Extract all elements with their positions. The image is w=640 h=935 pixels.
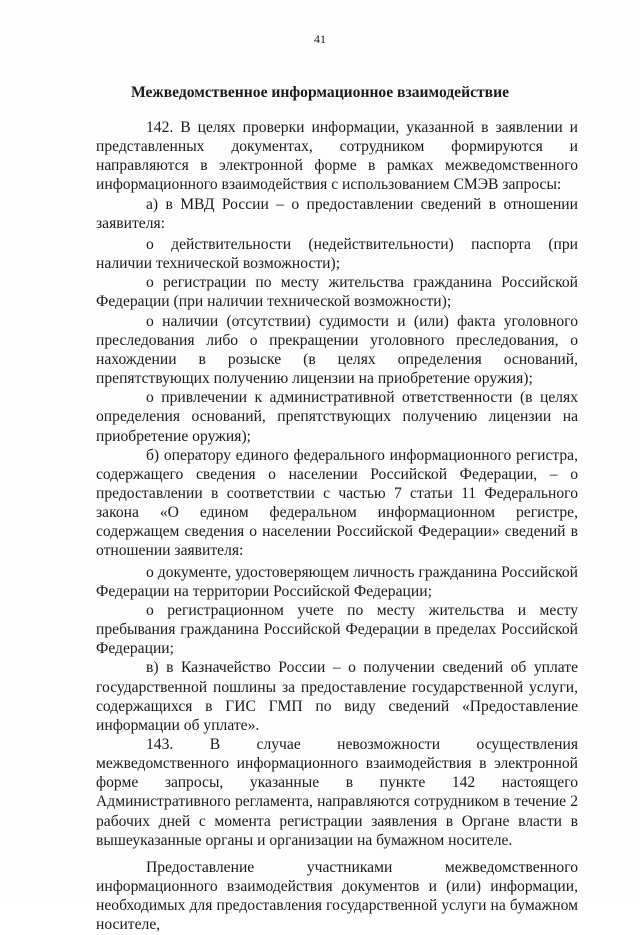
page-number: 41 xyxy=(314,32,326,46)
paragraph-142-b-identity-document: о документе, удостоверяющем личность гражданина Российской Федерации на территории Российской Федерации; xyxy=(96,563,578,600)
paragraph-142: 142. В целях проверки информации, указанной в заявлении и представленных документах, сотрудником формируются и направляются в электронной форме в рамках межведомственного информационного взаимодействия с использованием СМЭВ запросы: xyxy=(96,119,578,194)
paragraph-142-a-criminal-record: о наличии (отсутствии) судимости и (или) факта уголовного преследования либо о прекращении уголовного преследования, о нахождении в розыске (в целях определения оснований, препятствующих получению лицензии на приобретение оружия); xyxy=(96,312,578,388)
paragraph-142-b: б) оператору единого федерального информационного регистра, содержащего сведения о населении Российской Федерации, – о предоставлении в соответствии с частью 7 статьи 11 Федерального закона «О едином федеральном информационном регистре, содержащем сведения о населении Российской Федерации» сведений в отношении заявителя: xyxy=(96,446,578,560)
paragraph-142-a-registration: о регистрации по месту жительства гражданина Российской Федерации (при наличии технической возможности); xyxy=(96,274,578,311)
document-body xyxy=(96,118,578,935)
section-title: Межведомственное информационное взаимодействие xyxy=(131,84,509,101)
paragraph-143: 143. В случае невозможности осуществления межведомственного информационного взаимодействия в электронной форме запросы, указанные в пункте 142 настоящего Административного регламента, направляются сотрудником в течение 2 рабочих дней с момента регистрации заявления в Органе власти в вышеуказанные органы и организации на бумажном носителе. xyxy=(96,736,578,849)
paragraph-142-v: в) в Казначейство России – о получении сведений об уплате государственной пошлины за предоставление государственной услуги, содержащихся в ГИС ГМП по виду сведений «Предоставление информации об уплате». xyxy=(96,659,578,734)
paragraph-142-a: а) в МВД России – о предоставлении сведений в отношении заявителя: xyxy=(96,195,578,232)
paragraph-142-a-passport: о действительности (недействительности) паспорта (при наличии технической возможности); xyxy=(96,235,578,273)
paragraph-142-b-registration-record: о регистрационном учете по месту жительства и месту пребывания гражданина Российской Федерации в пределах Российской Федерации; xyxy=(96,601,578,658)
paragraph-paper-submission: Предоставление участниками межведомственного информационного взаимодействия документов и (или) информации, необходимых для предоставления государственной услуги на бумажном носителе, xyxy=(96,858,578,934)
paragraph-142-a-administrative: о привлечении к административной ответственности (в целях определения оснований, препятствующих получению лицензии на приобретение оружия); xyxy=(96,389,578,445)
